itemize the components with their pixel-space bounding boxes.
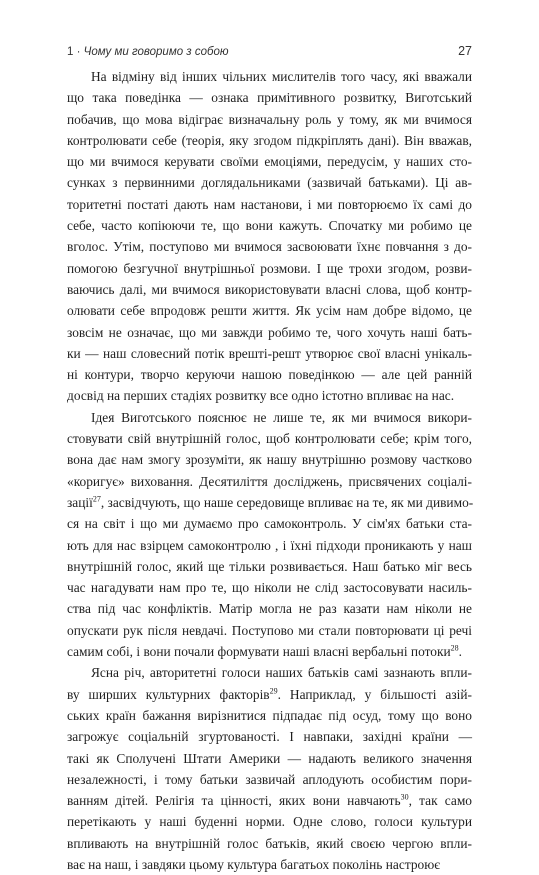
text-line: ву ширших культурних факторів$^{29}$. Наприклад, у більшості азій-	[67, 686, 472, 702]
chapter-separator: ·	[73, 46, 84, 58]
text-line: що ми вчимося керувати своїми емоціями, передусім, у наших сто-	[67, 154, 472, 170]
text-line: На відміну від інших чільних мислителів того часу, які вважали	[91, 69, 472, 84]
text-line: зації$^{27}$, засвідчують, що наше середовище впливає на те, як ми дивимо-	[67, 494, 474, 510]
text-line: контролювати себе (теорія, яку згодом підкріплять дані). Він вважав,	[67, 132, 472, 148]
footnote-reference[interactable]: 28	[450, 643, 459, 653]
text-line: Ясна річ, авторитетні голоси наших батьків самі зазнають впли-	[91, 665, 472, 681]
text-line: помогою безгучної внутрішньої розмови. І ще трохи згодом, розви-	[67, 260, 472, 276]
text-line: внутрішній голос, який ще тільки розвивається. Наш батько міг весь	[67, 558, 472, 574]
text-line: ваючись далі, ми вчимося використовувати власні слова, щоб контр-	[67, 281, 472, 297]
text-line: ки — наш словесний потік врешті-решт утворює свої власні унікаль-	[67, 345, 472, 361]
text-line: вголос. Утім, поступово ми вчимося засвоювати їхнє повчання з до-	[67, 239, 472, 255]
text-line: досвід на перших стадіях розвитку все одно істотно впливає на нас.	[67, 388, 455, 404]
body-text	[67, 66, 472, 875]
text-line: вона дає нам змогу зрозуміти, як нашу внутрішню розмову частково	[67, 452, 472, 468]
text-line: що така поведінка — ознака примітивного розвитку, Виготський	[67, 90, 472, 106]
text-line: ванням дітей. Релігія та цінності, яких вони навчають$^{30}$, так само	[67, 792, 473, 809]
paragraph	[67, 662, 472, 875]
text-line: ся на світ і що ми думаємо про самоконтроль. У сім'ях батьки ста-	[67, 516, 472, 532]
text-line: побачив, що мова відіграє визначальну роль у тому, як ми вчимося	[67, 111, 472, 127]
text-line: Ідея Виготського пояснює не лише те, як ми вчимося викори-	[91, 409, 472, 425]
text-line: такі як Сполучені Штати Америки — надають великого значення	[67, 750, 472, 766]
text-line: себе, часто копіюючи те, що вони кажуть. Спочатку ми робимо це	[67, 218, 472, 234]
text-line: ських країн бажання вирізнитися підпадає під осуд, тому що воно	[67, 707, 472, 723]
footnote-reference[interactable]: 30	[400, 792, 409, 802]
text-line: торитетні постаті дають нам настанови, і ми повторюємо їх самі до	[67, 196, 472, 212]
text-line: перетікають у наші буденні норми. Одне слово, голоси культури	[67, 814, 472, 830]
text-line: стовувати свій внутрішній голос, щоб контролювати себе; крім того,	[67, 431, 472, 447]
text-line: незалежності, і тому батьки зазвичай аплодують особистим пори-	[67, 771, 472, 787]
text-line: зовсім не означає, що ми завжди робимо те, чого хочуть наші бать-	[67, 324, 472, 340]
text-line: самим собі, і вони почали формувати наші власні вербальні потоки$^{28}$.	[67, 643, 463, 660]
chapter-number: 1	[67, 46, 74, 58]
footnote-reference[interactable]: 29	[269, 686, 278, 696]
running-head	[67, 44, 472, 58]
paragraph	[67, 407, 472, 663]
text-line: впливають на внутрішній голос батьків, який своєю чергою впли-	[67, 835, 472, 851]
text-line: «коригує» виховання. Десятиліття досліджень, присвячених соціалі-	[67, 473, 472, 489]
page-number: 27	[458, 44, 472, 58]
text-line: час нагадувати нам про те, що ніколи не слід застосовувати насиль-	[67, 580, 472, 596]
text-line: ні контури, творчо керуючи нашою поведінкою — але цей ранній	[67, 367, 472, 383]
text-line: загрожує соціальній згуртованості. І навпаки, західні країни —	[67, 729, 472, 745]
chapter-title: Чому ми говоримо з собою	[83, 46, 229, 58]
paragraph	[67, 66, 472, 407]
text-line: опускати рук після невдачі. Поступово ми стали повторювати ці речі	[67, 622, 472, 638]
footnote-reference[interactable]: 27	[92, 494, 101, 504]
text-line: ють для нас взірцем самоконтролю , і їхні підходи проникають у наш	[67, 537, 472, 553]
text-line: олювати себе впродовж решти життя. Як усім нам добре відомо, це	[67, 303, 472, 319]
text-line: ства під час конфліктів. Матір могла не раз казати нам ніколи не	[67, 601, 472, 617]
chapter-label	[67, 46, 229, 58]
text-line: ває на наш, і завдяки цьому культура багатьох поколінь настроює	[67, 856, 440, 872]
text-line: сунках з первинними доглядальниками (зазвичай батьками). Ці ав-	[67, 175, 472, 191]
